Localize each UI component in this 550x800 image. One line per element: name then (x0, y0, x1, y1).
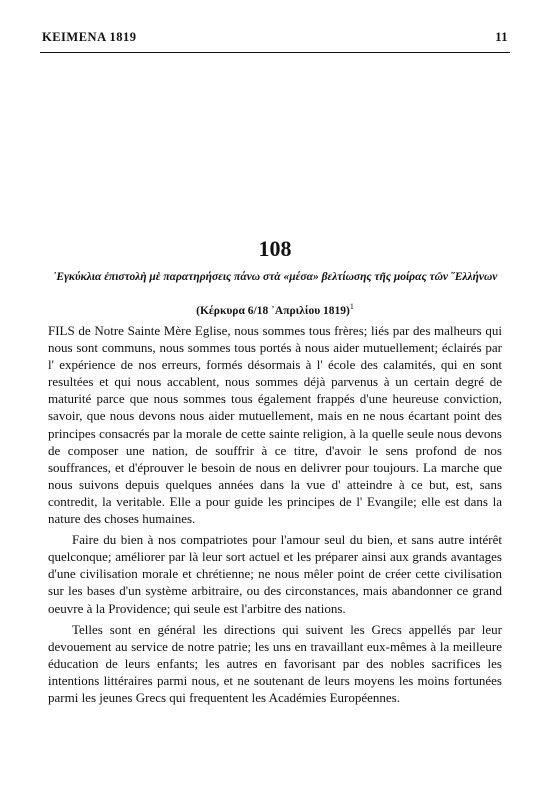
paragraph-2: Faire du bien à nos compatriotes pour l'amour seul du bien, et sans autre intérêt quelconque; améliorer par là leur sort actuel et les préparer ainsi aux grands avantages d'une civilisation morale et chrétienne; ne nous mêler point de créer cette civilisation sur les bases d'un système arbitraire, ou des circonstances, mais abandonner ce grand oeuvre à la Providence; qui seule est l'arbitre des nations. (48, 532, 502, 616)
page-number: 11 (495, 30, 508, 44)
paragraph-1: FILS de Notre Sainte Mère Eglise, nous sommes tous frères; liés par des malheurs qui nous sont communs, nous sommes tous portés à nous aider mutuellement; éclairés par l' expérience de nos erreurs, formés désormais à l' école des calamités, qui en sont resultées et qui nous accablent, nous sommes déjà parvenus à un certain degré de maturité parce que nous sommes tous également frappés d'une heureuse conviction, savoir, que nous devons nous aider mutuellement, mais en ne nous écartant point des principes consacrés par la morale de cette sainte religion, à la quelle seule nous devons de composer une nation, de souffrir à ce titre, d'avoir le sens profond de nos souffrances, et d'éprouver le besoin de nous en delivrer pour toujours. La marche que nous suivons depuis quelques années dans la vue d' atteindre à ce but, est, sans contredit, la veritable. Elle a pour guide les principes de l' Evangile; elle est dans la nature des choses humaines. (48, 323, 502, 527)
header-rule (40, 52, 510, 53)
paragraph-3: Telles sont en général les directions qui suivent les Grecs appellés par leur devouement au service de notre patrie; les uns en travaillant eux-mêmes à la meilleure éducation de leurs enfants; les autres en favorisant par des nobles sacrifices les intentions littéraires parmi nous, et ne soutenant de leurs moyens les moins fortunées parmi les jeunes Grecs qui frequentent les Académies Européennes. (48, 621, 502, 705)
document-date-text: (Κέρκυρα 6/18 ᾿Απριλίου 1819) (196, 304, 350, 317)
document-date (0, 302, 550, 317)
running-header (42, 30, 508, 45)
document-title: ᾿Εγκύκλια ἐπιστολὴ μὲ παρατηρήσεις πάνω στὰ «μέσα» βελτίωσης τῆς μοίρας τῶν ῞Ελλήνων (52, 271, 498, 283)
running-title: KEIMENA 1819 (42, 30, 137, 44)
letter-body (48, 322, 502, 706)
document-number: 108 (258, 236, 292, 261)
footnote-marker: 1 (349, 302, 354, 311)
